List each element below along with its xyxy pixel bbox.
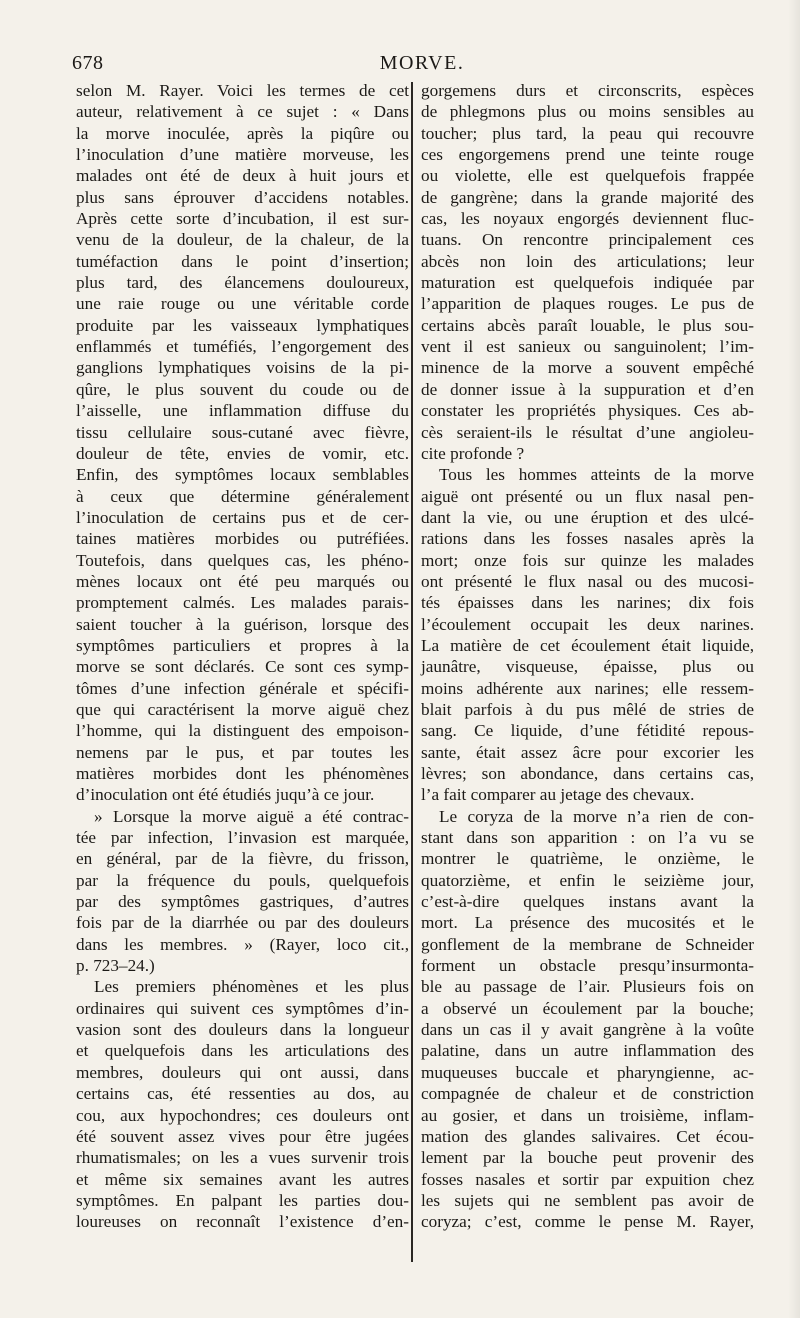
text-line: vasion sont des douleurs dans la longueur (76, 1020, 409, 1040)
text-line: maturation est quelquefois indiquée par (421, 273, 754, 293)
text-line: p. 723–24.) (76, 956, 155, 976)
text-line: montrer le quatrième, le onzième, le (421, 849, 754, 869)
text-line: qûre, le plus souvent du coude ou de (76, 379, 409, 399)
text-line: ont présenté le flux nasal ou des mucosi- (421, 571, 754, 591)
column-divider (411, 82, 413, 1262)
text-line: forment un obstacle presqu’insurmonta- (421, 956, 754, 976)
text-line: c’est-à-dire quelques instans avant la (421, 892, 754, 912)
text-line: malades ont été de deux à huit jours et (76, 166, 409, 186)
text-line: Enfin, des symptômes locaux semblables (76, 465, 409, 485)
text-line: par des symptômes gastriques, d’autres (76, 892, 409, 912)
text-line: loureuses on reconnaît l’existence d’en- (76, 1212, 409, 1232)
text-line: cès seraient-ils le résultat d’une angioleu- (421, 422, 754, 442)
text-line: toucher; plus tard, la peau qui recouvre (421, 123, 754, 143)
text-line: gonflement de la membrane de Schneider (421, 934, 754, 954)
text-line: ces engorgemens prend une teinte rouge (421, 145, 754, 165)
text-line: une raie rouge ou une véritable corde (76, 294, 409, 314)
text-line: douleur de tête, envies de vomir, etc. (76, 443, 409, 463)
text-line: abcès non loin des articulations; leur (421, 251, 754, 271)
text-line: nemens par le pus, et par toutes les (76, 742, 409, 762)
text-line: tissu cellulaire sous-cutané avec fièvre, (76, 422, 409, 442)
text-line: rhumatismales; on les a vues survenir trois (76, 1148, 409, 1168)
text-line: mort; onze fois sur quinze les malades (421, 550, 754, 570)
text-line: » Lorsque la morve aiguë a été contrac- (94, 806, 409, 826)
text-line: plus sans éprouver d’accidens notables. (76, 187, 409, 207)
page-header (72, 52, 772, 82)
text-line: en général, par de la fièvre, du frisson, (76, 849, 409, 869)
text-line: blait parfois à du pus mêlé de stries de (421, 699, 754, 719)
text-line: tée par infection, l’invasion est marquée, (76, 828, 409, 848)
text-line: par la fréquence du pouls, quelquefois (76, 870, 409, 890)
text-line: sante, était assez âcre pour excorier les (421, 742, 754, 762)
text-line: mation des glandes salivaires. Cet écou- (421, 1126, 754, 1146)
text-line: produite par les vaisseaux lymphatiques (76, 315, 409, 335)
text-line: ordinaires qui suivent ces symptômes d’in- (76, 998, 409, 1018)
text-line: l’inoculation d’une matière morveuse, les (76, 145, 409, 165)
text-line: été souvent assez vives pour être jugées (76, 1126, 409, 1146)
text-line: muqueuses buccale et pharyngienne, ac- (421, 1062, 754, 1082)
running-title: MORVE. (379, 52, 465, 74)
text-line: coryza; c’est, comme le pense M. Rayer, (421, 1212, 754, 1232)
text-line: tômes d’une infection générale et spécifi- (76, 678, 409, 698)
text-line: ble au passage de l’air. Plusieurs fois on (421, 977, 754, 997)
text-line: mort. La présence des mucosités et le (421, 913, 754, 933)
text-line: mènes locaux ont été peu marqués ou (76, 571, 409, 591)
text-line: tuans. On rencontre principalement ces (421, 230, 754, 250)
text-line: l’inoculation de certains pus et de cer- (76, 507, 409, 527)
text-line: La matière de cet écoulement était liquide, (421, 635, 754, 655)
text-line: a observé un écoulement par la bouche; (421, 998, 754, 1018)
text-line: venu de la douleur, de la chaleur, de la (76, 230, 409, 250)
page-edge-shadow (788, 0, 800, 1318)
text-line: constater les propriétés physiques. Ces ab- (421, 401, 754, 421)
text-line: dant la vie, ou une éruption et des ulcé- (421, 507, 754, 527)
text-line: de phlegmons plus ou moins sensibles au (421, 102, 754, 122)
text-line: selon M. Rayer. Voici les termes de cet (76, 81, 409, 100)
text-line: l’écoulement occupait les deux narines. (421, 614, 754, 634)
text-line: symptômes. En palpant les parties dou- (76, 1190, 409, 1210)
text-line: dans un cas il y avait gangrène à la voûte (421, 1020, 754, 1040)
text-line: sang. Ce liquide, d’une fétidité repous- (421, 721, 754, 741)
text-line: stant dans son apparition : on l’a vu se (421, 828, 754, 848)
text-line: la morve inoculée, après la piqûre ou (76, 123, 409, 143)
text-line: de gangrène; dans la grande majorité des (421, 187, 754, 207)
text-line: que qui caractérisent la morve aiguë chez (76, 699, 409, 719)
text-line: l’homme, qui la distinguent des empoison- (76, 721, 409, 741)
text-line: Tous les hommes atteints de la morve (439, 465, 754, 485)
text-line: gorgemens durs et circonscrits, espèces (421, 81, 754, 100)
text-line: matières morbides dont les phénomènes (76, 764, 409, 783)
text-line: et même six semaines avant les autres (76, 1169, 409, 1189)
text-line: membres, douleurs qui ont aussi, dans (76, 1062, 409, 1082)
text-line: cas, les noyaux engorgés deviennent fluc- (421, 209, 754, 229)
text-line: tés épaisses dans les narines; dix fois (421, 593, 754, 613)
text-line: rations dans les fosses nasales après la (421, 529, 754, 549)
text-line: plus tard, des élancemens douloureux, (76, 273, 409, 293)
text-line: Les premiers phénomènes et les plus (94, 977, 409, 997)
text-line: de donner issue à la suppuration et d’en (421, 379, 754, 399)
text-line: fosses nasales et sortir par expuition chez (421, 1169, 754, 1189)
text-line: l’apparition de plaques rouges. Le pus de (421, 294, 754, 314)
text-line: auteur, relativement à ce sujet : « Dans (76, 102, 409, 122)
text-line: Après cette sorte d’incubation, il est sur- (76, 209, 409, 229)
text-line: à ceux que détermine généralement (76, 486, 409, 506)
text-line: l’aisselle, une inflammation diffuse du (76, 401, 409, 421)
text-line: fois par de la diarrhée ou par des douleurs (76, 913, 409, 933)
text-line: morve se sont déclarés. Ce sont ces symp- (76, 657, 409, 677)
text-line: ou violette, elle est quelquefois frappée (421, 166, 754, 186)
text-line: l’a fait comparer au jetage des chevaux. (421, 785, 695, 805)
text-line: vent il est sanieux ou sanguinolent; l’im- (421, 337, 754, 357)
text-line: d’inoculation ont été étudiés juqu’à ce jour. (76, 785, 375, 805)
text-line: certains abcès paraît louable, le plus sou- (421, 315, 754, 335)
text-line: certains cas, été ressenties au dos, au (76, 1084, 409, 1104)
text-line: quatorzième, et enfin le seizième jour, (421, 870, 754, 890)
text-line: les sujets qui ne semblent pas avoir de (421, 1190, 754, 1210)
text-line: cite profonde ? (421, 443, 525, 463)
text-line: symptômes particuliers et propres à la (76, 635, 409, 655)
right-column (421, 80, 754, 1233)
text-line: jaunâtre, visqueuse, épaisse, plus ou (421, 657, 754, 677)
text-line: cou, aux hypochondres; ces douleurs ont (76, 1105, 409, 1125)
text-line: au gosier, et dans un troisième, inflam- (421, 1105, 754, 1125)
text-line: Toutefois, dans quelques cas, les phéno- (76, 550, 409, 570)
text-line: et quelquefois dans les articulations des (76, 1041, 409, 1061)
text-line: compagnée de chaleur et de constriction (421, 1084, 754, 1104)
text-line: moins adhérente aux narines; elle ressem- (421, 678, 754, 698)
text-line: saient toucher à la guérison, lorsque des (76, 614, 409, 634)
text-line: lèvres; son abondance, dans certains cas, (421, 764, 754, 783)
text-line: tuméfaction dans le point d’insertion; (76, 251, 409, 271)
text-line: ganglions lymphatiques voisins de la pi- (76, 358, 409, 378)
text-line: promptement calmés. Les malades parais- (76, 593, 409, 613)
text-line: palatine, dans un autre inflammation des (421, 1041, 754, 1061)
page-number: 678 (72, 52, 104, 74)
text-line: Le coryza de la morve n’a rien de con- (439, 806, 754, 826)
text-line: lement par la bouche peut provenir des (421, 1148, 754, 1168)
left-column (76, 80, 409, 1233)
text-line: enflammés et tuméfiés, l’engorgement des (76, 337, 409, 357)
text-line: taines matières morbides ou putréfiées. (76, 529, 409, 549)
text-line: minence de la morve a souvent empêché (421, 358, 754, 378)
text-line: aiguë ont présenté ou un flux nasal pen- (421, 486, 754, 506)
text-line: dans les membres. » (Rayer, loco cit., (76, 934, 409, 954)
